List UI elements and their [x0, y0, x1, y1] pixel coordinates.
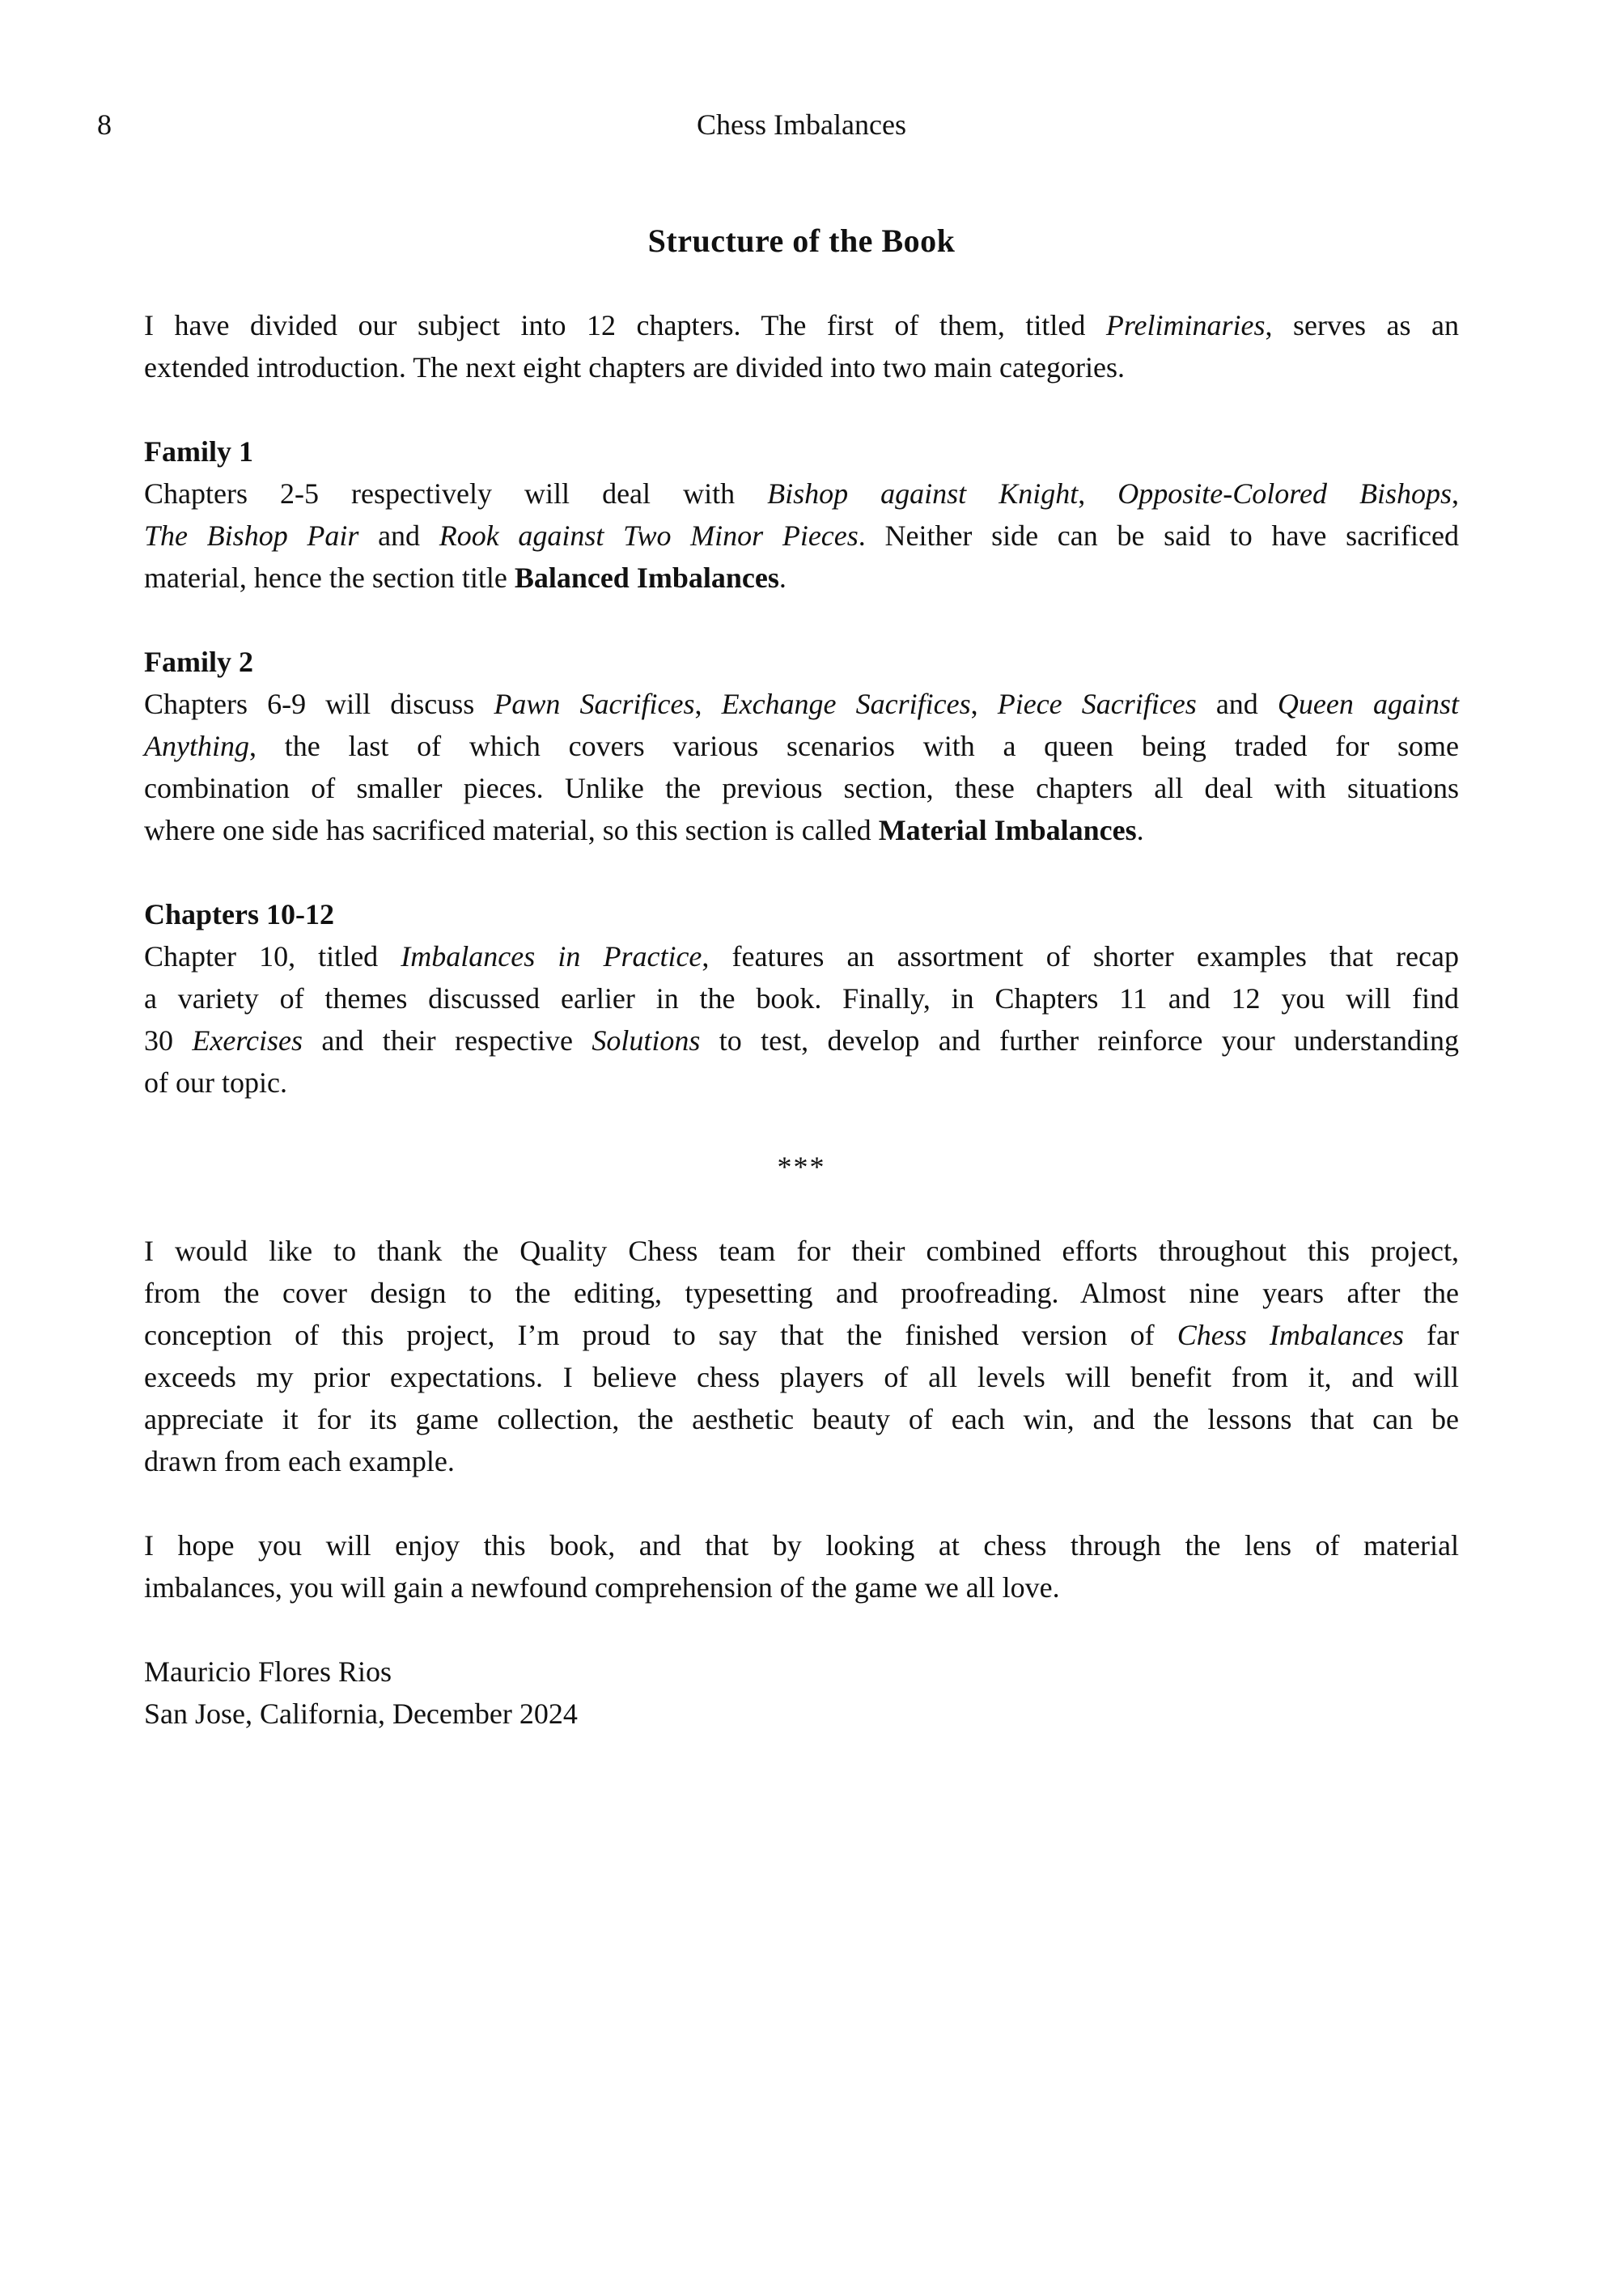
italic-text: Queen against: [1277, 688, 1459, 720]
text-segment: I have divided our subject into 12 chapters. The first of them, titled: [144, 309, 1106, 341]
chapters10-12-heading: Chapters 10-12: [144, 898, 334, 930]
italic-text: Exchange Sacrifices: [721, 688, 971, 720]
italic-text: Anything: [144, 730, 249, 762]
text-line: [144, 1230, 1459, 1272]
text-line: [144, 346, 1459, 388]
text-segment: to test, develop and further reinforce your understanding: [700, 1024, 1460, 1057]
text-line: [144, 809, 1459, 851]
italic-text: The Bishop Pair: [144, 519, 359, 552]
text-line: [144, 473, 1459, 515]
signature-place-date: San Jose, California, December 2024: [144, 1697, 578, 1730]
text-segment: ,: [970, 688, 998, 720]
text-segment: from the cover design to the editing, typesetting and proofreading. Almost nine years after the: [144, 1277, 1459, 1309]
text-line: [144, 683, 1459, 725]
text-line: [144, 1440, 1459, 1482]
signature-block: [144, 1651, 1459, 1735]
text-segment: appreciate it for its game collection, the aesthetic beauty of each win, and the lessons that can be: [144, 1403, 1459, 1435]
italic-text: Piece Sacrifices: [997, 688, 1197, 720]
text-segment: drawn from each example.: [144, 1445, 455, 1477]
section-title: Structure of the Book: [647, 223, 956, 259]
text-segment: ,: [694, 688, 722, 720]
text-segment: I would like to thank the Quality Chess team for their combined efforts throughout this project,: [144, 1235, 1459, 1267]
text-line: [144, 767, 1459, 809]
text-line: [144, 1019, 1459, 1062]
italic-text: Preliminaries: [1105, 309, 1266, 341]
italic-text: Pawn Sacrifices: [494, 688, 695, 720]
text-segment: a variety of themes discussed earlier in the book. Finally, in Chapters 11 and 12 you will find: [144, 982, 1459, 1015]
text-segment: material, hence the section title: [144, 562, 515, 594]
closing-paragraph: [144, 1524, 1459, 1608]
text-line: [144, 725, 1459, 767]
text-segment: and: [358, 519, 439, 552]
family1-paragraph: [144, 473, 1459, 599]
text-segment: Chapters 6-9 will discuss: [144, 688, 494, 720]
intro-paragraph: [144, 304, 1459, 388]
text-segment: .: [778, 562, 787, 594]
family2-paragraph: [144, 683, 1459, 851]
text-line: [144, 1524, 1459, 1566]
text-segment: where one side has sacrificed material, so this section is called: [144, 814, 879, 846]
text-segment: I hope you will enjoy this book, and that by looking at chess through the lens of material: [144, 1529, 1459, 1562]
bold-text: Balanced Imbalances: [514, 562, 779, 594]
text-line: [144, 935, 1459, 977]
text-line: [144, 1398, 1459, 1440]
family1-heading: Family 1: [144, 435, 253, 468]
text-line: [144, 304, 1459, 346]
text-segment: and their respective: [302, 1024, 592, 1057]
running-head: Chess Imbalances: [697, 108, 906, 141]
text-segment: combination of smaller pieces. Unlike the previous section, these chapters all deal with situations: [144, 772, 1459, 804]
text-segment: ,: [1078, 477, 1118, 510]
italic-text: Chess Imbalances: [1177, 1319, 1404, 1351]
text-segment: ,: [1452, 477, 1459, 510]
text-segment: imbalances, you will gain a newfound comprehension of the game we all love.: [144, 1571, 1060, 1604]
text-line: [144, 1314, 1459, 1356]
acknowledgments-paragraph: [144, 1230, 1459, 1482]
text-line: [144, 1566, 1459, 1608]
text-segment: of our topic.: [144, 1066, 287, 1099]
text-segment: , features an assortment of shorter examples that recap: [702, 940, 1459, 973]
italic-text: Bishop against Knight: [767, 477, 1079, 510]
text-segment: , the last of which covers various scenarios with a queen being traded for some: [248, 730, 1459, 762]
italic-text: Opposite-Colored Bishops: [1117, 477, 1452, 510]
italic-text: Solutions: [592, 1024, 701, 1057]
section-separator: ***: [777, 1151, 826, 1183]
text-line: [144, 557, 1459, 599]
page-header: [97, 104, 1459, 146]
text-segment: Chapters 2-5 respectively will deal with: [144, 477, 768, 510]
chapters10-12-paragraph: [144, 935, 1459, 1104]
italic-text: Rook against Two Minor Pieces: [439, 519, 859, 552]
text-segment: , serves as an: [1265, 309, 1460, 341]
text-line: [144, 1062, 1459, 1104]
text-line: [144, 1272, 1459, 1314]
text-segment: conception of this project, I’m proud to say that the finished version of: [144, 1319, 1177, 1351]
text-segment: far: [1403, 1319, 1459, 1351]
bold-text: Material Imbalances: [878, 814, 1137, 846]
text-segment: 30: [144, 1024, 193, 1057]
text-line: [144, 1356, 1459, 1398]
author-name: Mauricio Flores Rios: [144, 1655, 392, 1688]
text-line: [144, 515, 1459, 557]
italic-text: Imbalances in Practice: [401, 940, 702, 973]
text-segment: Chapter 10, titled: [144, 940, 401, 973]
text-segment: and: [1196, 688, 1278, 720]
text-segment: . Neither side can be said to have sacrificed: [858, 519, 1459, 552]
italic-text: Exercises: [192, 1024, 303, 1057]
text-segment: exceeds my prior expectations. I believe chess players of all levels will benefit from it, and will: [144, 1361, 1459, 1393]
text-line: [144, 977, 1459, 1019]
page-number: 8: [97, 108, 112, 141]
text-segment: extended introduction. The next eight chapters are divided into two main categories.: [144, 351, 1125, 384]
text-segment: .: [1136, 814, 1144, 846]
family2-heading: Family 2: [144, 646, 253, 678]
